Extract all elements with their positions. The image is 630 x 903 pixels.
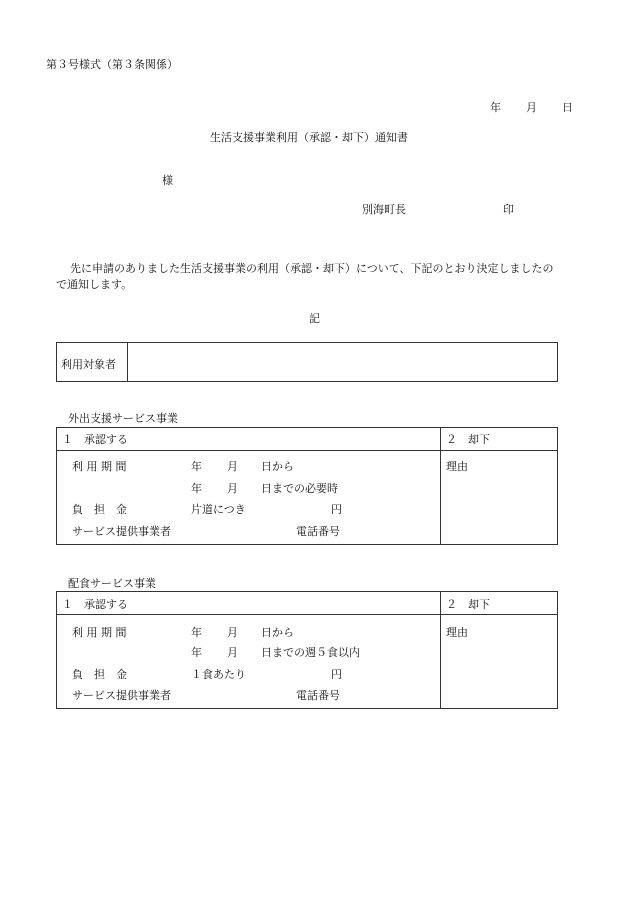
section1-heading: 外出支援サービス事業	[68, 412, 178, 425]
section1-provider-label: サービス提供事業者	[72, 525, 171, 538]
section2-from-year: 年	[191, 626, 202, 639]
section2-provider-label: サービス提供事業者	[72, 689, 171, 702]
section2-yen: 円	[331, 668, 342, 681]
section1-approve-header: １ 承認する	[62, 433, 128, 446]
date-day: 日	[562, 101, 573, 114]
section1-divider	[440, 427, 441, 545]
section1-period-label: 利 用 期 間	[72, 460, 127, 473]
section2-from-month: 月	[227, 626, 238, 639]
document-title: 生活支援事業利用（承認・却下）通知書	[210, 131, 408, 144]
section1-from-month: 月	[227, 460, 238, 473]
section1-until-month: 月	[227, 482, 238, 495]
section2-reject-header: ２ 却下	[446, 598, 490, 611]
section2-from-text: 日から	[261, 626, 294, 639]
section1-header-rule	[56, 450, 558, 451]
form-number: 第３号様式（第３条関係）	[46, 58, 178, 71]
section2-heading: 配食サービス事業	[68, 577, 156, 590]
section2-reason-label: 理由	[446, 626, 468, 639]
section1-until-year: 年	[191, 482, 202, 495]
section2-phone-label: 電話番号	[296, 689, 340, 702]
section1-phone-label: 電話番号	[296, 525, 340, 538]
section1-reason-label: 理由	[446, 460, 468, 473]
intro-line-2: で通知します。	[56, 278, 133, 291]
issuer: 別海町長	[362, 203, 406, 216]
section2-until-text: 日までの週５食以内	[261, 646, 360, 659]
section1-from-text: 日から	[261, 460, 294, 473]
date-year: 年	[490, 101, 501, 114]
section2-until-month: 月	[227, 646, 238, 659]
section1-yen: 円	[331, 503, 342, 516]
section1-from-year: 年	[191, 460, 202, 473]
section2-period-label: 利 用 期 間	[72, 626, 127, 639]
recipient-label: 利用対象者	[61, 358, 116, 371]
section1-fee-label: 負 担 金	[72, 503, 127, 516]
intro-line-1: 先に申請のありました生活支援事業の利用（承認・却下）について、下記のとおり決定しましたの	[70, 262, 554, 275]
recipient-table	[56, 342, 558, 382]
ki-heading: 記	[309, 312, 320, 325]
section2-approve-header: １ 承認する	[62, 598, 128, 611]
section2-divider	[440, 591, 441, 709]
section1-reject-header: ２ 却下	[446, 433, 490, 446]
section2-fee-label: 負 担 金	[72, 668, 127, 681]
section2-fee-unit: １食あたり	[191, 668, 246, 681]
section2-until-year: 年	[191, 646, 202, 659]
recipient-divider	[127, 342, 128, 382]
section1-until-text: 日までの必要時	[261, 482, 338, 495]
section1-fee-unit: 片道につき	[191, 503, 246, 516]
seal-mark: 印	[503, 203, 514, 216]
addressee-suffix: 様	[162, 174, 173, 187]
section2-header-rule	[56, 614, 558, 615]
date-month: 月	[526, 101, 537, 114]
